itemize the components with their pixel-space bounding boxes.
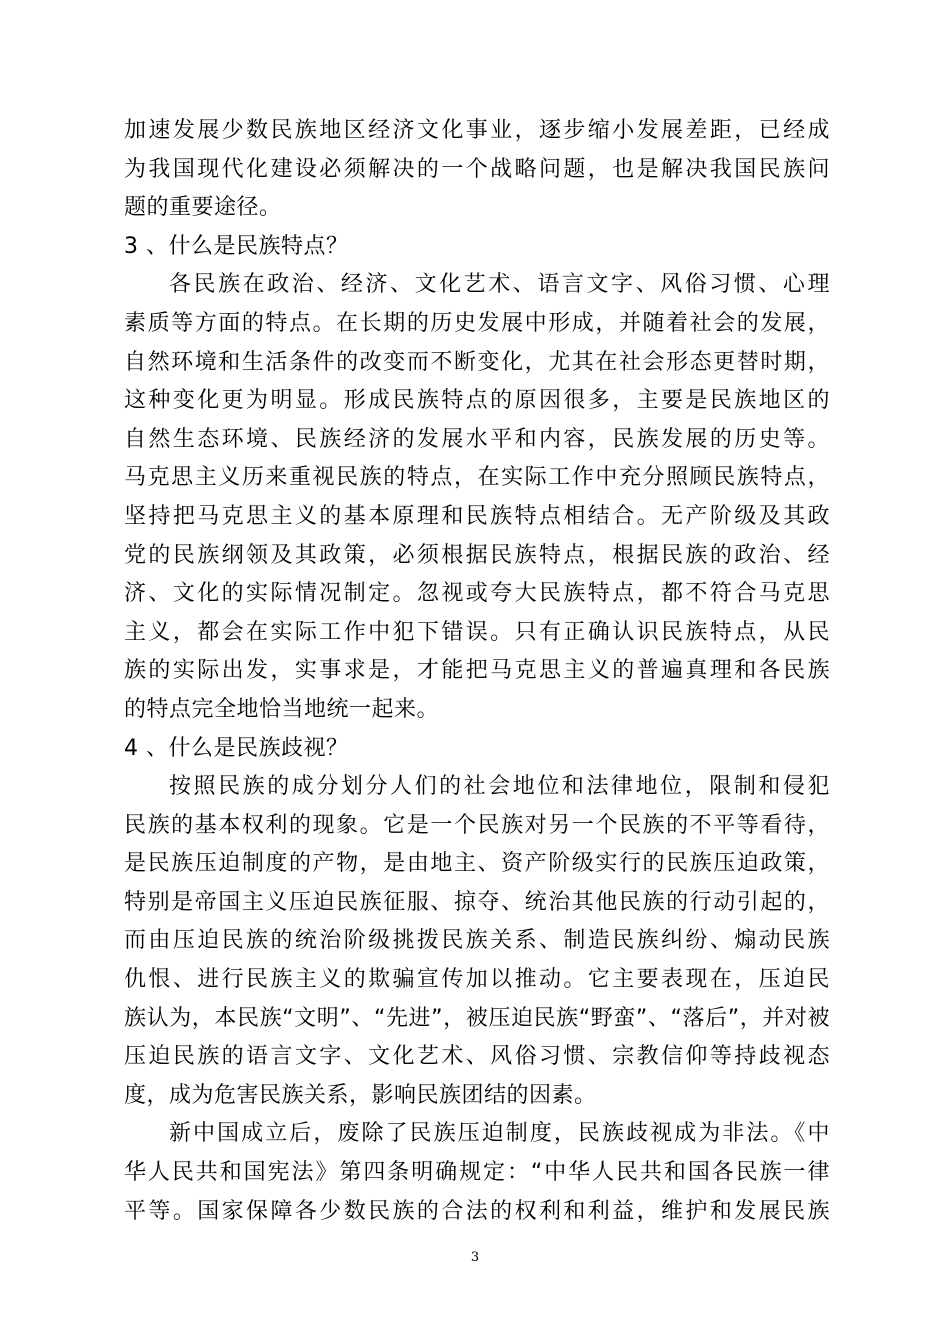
page-number: 3 xyxy=(470,1250,480,1265)
text-line: 特别是帝国主义压迫民族征服、掠夺、统治其他民族的行动引起的， xyxy=(124,889,830,915)
text-line: 族的实际出发，实事求是，才能把马克思主义的普遍真理和各民族 xyxy=(124,658,830,684)
text-line: 济、文化的实际情况制定。忽视或夸大民族特点，都不符合马克思 xyxy=(124,581,830,607)
text-line: 平等。国家保障各少数民族的合法的权利和利益，维护和发展民族 xyxy=(124,1198,830,1224)
text-line: 新中国成立后，废除了民族压迫制度，民族歧视成为非法。《中 xyxy=(169,1121,830,1147)
text-line: 题的重要途径。 xyxy=(124,195,282,221)
section-heading: 4 、什么是民族歧视？ xyxy=(124,735,349,761)
text-line: 加速发展少数民族地区经济文化事业，逐步缩小发展差距，已经成 xyxy=(124,118,830,143)
text-line: 自然生态环境、民族经济的发展水平和内容，民族发展的历史等。 xyxy=(124,426,830,452)
text-line: 为我国现代化建设必须解决的一个战略问题，也是解决我国民族问 xyxy=(124,156,830,182)
text-line: 这种变化更为明显。形成民族特点的原因很多，主要是民族地区的 xyxy=(124,388,830,414)
text-line: 马克思主义历来重视民族的特点，在实际工作中充分照顾民族特点， xyxy=(124,465,830,491)
section-heading: 3 、什么是民族特点？ xyxy=(124,233,349,259)
text-line: 的特点完全地恰当地统一起来。 xyxy=(124,696,440,722)
text-line: 坚持把马克思主义的基本原理和民族特点相结合。无产阶级及其政 xyxy=(124,503,830,529)
text-line: 仇恨、进行民族主义的欺骗宣传加以推动。它主要表现在，压迫民 xyxy=(124,967,830,993)
text-line: 压迫民族的语言文字、文化艺术、风俗习惯、宗教信仰等持歧视态 xyxy=(124,1044,830,1070)
text-line: 按照民族的成分划分人们的社会地位和法律地位，限制和侵犯 xyxy=(169,774,830,800)
body-text xyxy=(124,112,830,1231)
text-line: 民族的基本权利的现象。它是一个民族对另一个民族的不平等看待， xyxy=(124,812,830,838)
text-line: 主义，都会在实际工作中犯下错误。只有正确认识民族特点，从民 xyxy=(124,619,830,645)
text-line: 而由压迫民族的统治阶级挑拨民族关系、制造民族纠纷、煽动民族 xyxy=(124,928,830,954)
text-line: 是民族压迫制度的产物，是由地主、资产阶级实行的民族压迫政策， xyxy=(124,851,830,877)
text-line: 各民族在政治、经济、文化艺术、语言文字、风俗习惯、心理 xyxy=(169,272,830,298)
text-line: 族认为，本民族“文明”、“先进”，被压迫民族“野蛮”、“落后”，并对被 xyxy=(124,1005,830,1031)
text-line: 素质等方面的特点。在长期的历史发展中形成，并随着社会的发展， xyxy=(124,310,830,336)
text-line: 党的民族纲领及其政策，必须根据民族特点，根据民族的政治、经 xyxy=(124,542,830,568)
text-line: 自然环境和生活条件的改变而不断变化，尤其在社会形态更替时期， xyxy=(124,349,830,375)
text-line: 度，成为危害民族关系，影响民族团结的因素。 xyxy=(124,1082,597,1108)
text-line: 华人民共和国宪法》第四条明确规定：“中华人民共和国各民族一律 xyxy=(124,1160,830,1186)
